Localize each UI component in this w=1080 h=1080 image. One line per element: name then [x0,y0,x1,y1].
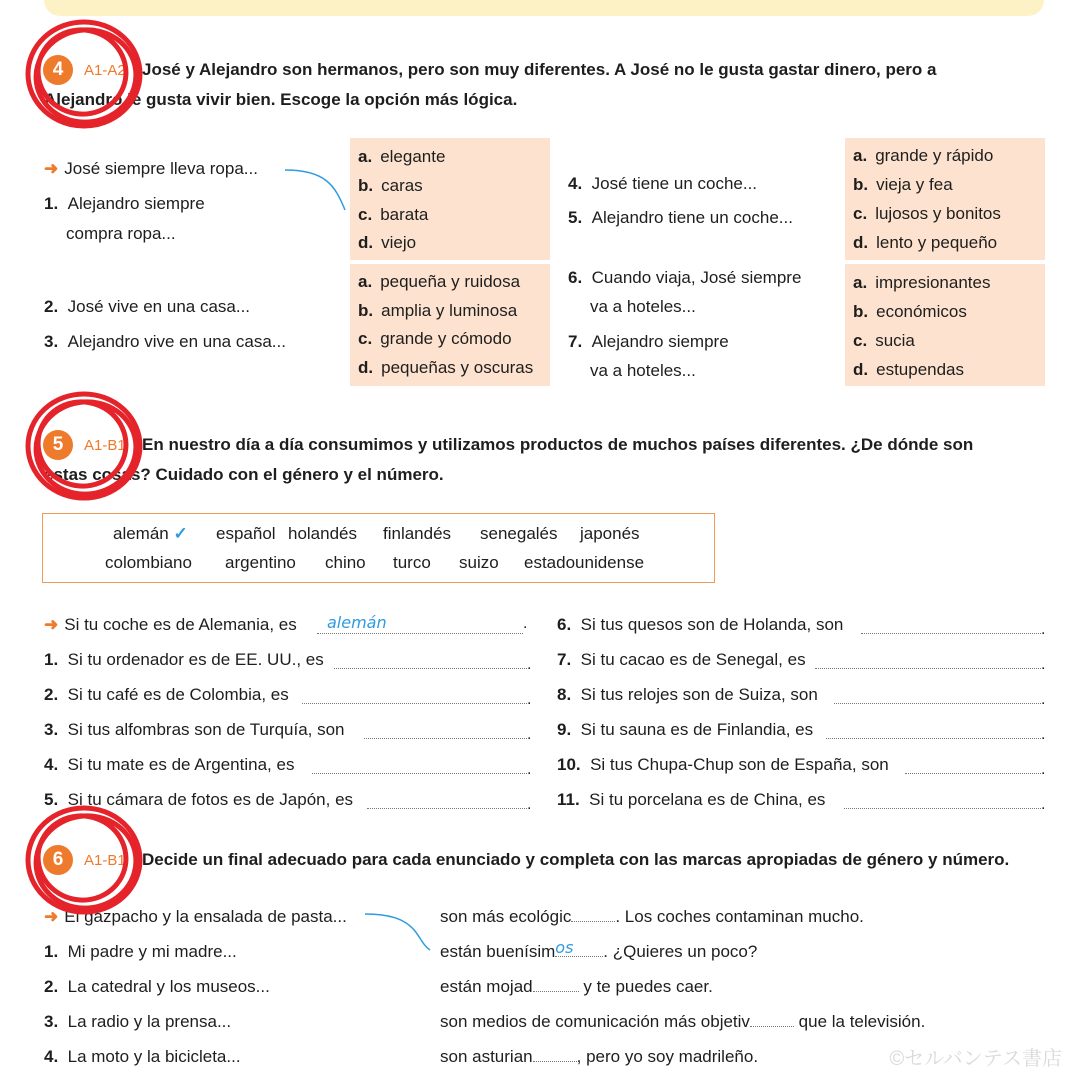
word-chino: chino [325,553,366,572]
exercise-5-instruction-line2: estas cosas? Cuidado con el género y el número. [44,465,444,484]
word-suizo: suizo [459,553,499,572]
example-handwritten-answer: alemán [327,613,387,632]
word-finlandes: finlandés [383,524,452,543]
option-a: a. pequeña y ruidosa [358,272,521,291]
answer-blank-7[interactable]: . [815,654,1045,674]
exercise-4-number: 4 [43,55,73,85]
exercise-5-item-2: 2. Si tu café es de Colombia, es [44,685,289,704]
options-box-3 [845,138,1045,260]
arrow-icon: ➜ [44,159,59,178]
word-holandes: holandés [288,524,358,543]
word-estadounidense: estadounidense [524,553,645,572]
exercise-4-item-1-cont: compra ropa... [66,224,176,243]
word-aleman: alemán ✓ [113,524,188,543]
exercise-4-item-7-cont: va a hoteles... [590,361,696,380]
exercise-4-item-7: 7. Alejandro siempre [568,332,729,351]
answer-blank-4[interactable]: . [312,759,531,779]
exercise-4-item-6-cont: va a hoteles... [590,297,696,316]
option-a: a. grande y rápido [853,146,994,165]
answer-blank-2[interactable]: . [302,689,531,709]
option-d: d. pequeñas y oscuras [358,358,534,377]
word-espanol: español [216,524,276,543]
exercise-5-item-4: 4. Si tu mate es de Argentina, es [44,755,295,774]
exercise-5-item-9: 9. Si tu sauna es de Finlandia, es [557,720,814,739]
option-c: c. lujosos y bonitos [853,204,1001,223]
word-argentino: argentino [225,553,296,572]
watermark: ©セルバンテス書店 [889,1048,1062,1070]
exercise-6-example: ➜ El gazpacho y la ensalada de pasta... [44,907,347,926]
exercise-6-number: 6 [43,845,73,875]
exercise-4-item-2: 2. José vive en una casa... [44,297,251,316]
word-japones: japonés [580,524,640,543]
answer-blank-11[interactable]: . [844,794,1045,814]
exercise-4-example-text: José siempre lleva ropa... [64,159,258,178]
exercise-4-instruction-line1: José y Alejandro son hermanos, pero son muy diferentes. A José no le gusta gastar dinero, pero a [142,60,937,79]
answer-blank-3[interactable]: . [364,724,531,744]
exercise-5-item-5: 5. Si tu cámara de fotos es de Japón, es [44,790,354,809]
option-b: b. económicos [853,302,967,321]
option-d: d. estupendas [853,360,965,379]
connector-line-ex6 [365,914,430,950]
exercise-6-item-4: 4. La moto y la bicicleta... [44,1047,241,1066]
arrow-icon: ➜ [44,615,59,634]
options-box-4 [845,264,1045,386]
exercise-4-item-5: 5. Alejandro tiene un coche... [568,208,793,227]
word-senegales: senegalés [480,524,558,543]
option-b: b. amplia y luminosa [358,301,518,320]
exercise-5-item-11: 11. Si tu porcelana es de China, es [557,790,826,809]
exercise-5-item-7: 7. Si tu cacao es de Senegal, es [557,650,806,669]
exercise-4-instruction-line2: Alejandro le gusta vivir bien. Escoge la opción más lógica. [44,90,518,109]
exercise-6-item-3: 3. La radio y la prensa... [44,1012,232,1031]
answer-blank-10[interactable]: . [905,759,1045,779]
exercise-5-level: A1-B1 [84,437,126,454]
option-b: b. caras [358,176,423,195]
ending-option-3: están mojad y te puedes caer. [440,977,713,996]
exercise-6-level: A1-B1 [84,852,126,869]
exercise-5-item-6: 6. Si tus quesos son de Holanda, son [557,615,844,634]
answer-blank-1[interactable]: . [334,654,531,674]
word-bank-box [42,513,715,583]
exercise-6-item-2: 2. La catedral y los museos... [44,977,270,996]
option-c: c. sucia [853,331,915,350]
option-d: d. lento y pequeño [853,233,998,252]
ending-option-2: están buenísim os . ¿Quieres un poco? [440,938,758,961]
answer-blank-9[interactable]: . [826,724,1045,744]
option-a: a. elegante [358,147,446,166]
ending-option-5: son asturian , pero yo soy madrileño. [440,1047,759,1066]
exercise-5-item-8: 8. Si tus relojes son de Suiza, son [557,685,818,704]
options-box-2 [350,264,550,386]
exercise-5-example: ➜ Si tu coche es de Alemania, es [44,615,297,634]
option-c: c. grande y cómodo [358,329,512,348]
exercise-4-level: A1-A2 [84,62,126,79]
ending-option-4: son medios de comunicación más objetiv que la televisión. [440,1012,926,1031]
exercise-4-item-3: 3. Alejandro vive en una casa... [44,332,286,351]
handwritten-ending: os [555,938,574,957]
answer-blank-6[interactable]: . [861,619,1045,639]
word-colombiano: colombiano [105,553,192,572]
exercise-4-example [44,159,258,179]
exercise-4-item-1-text: Alejandro siempre [67,194,205,213]
exercise-5-item-1: 1. Si tu ordenador es de EE. UU., es [44,650,324,669]
exercise-4-item-1: 1. Alejandro siempre [44,194,205,213]
arrow-icon: ➜ [44,907,59,926]
option-c: c. barata [358,205,429,224]
connector-line-ex4 [285,170,345,210]
option-d: d. viejo [358,233,417,252]
exercise-5-number: 5 [43,430,73,460]
options-box-1 [350,138,550,260]
word-turco: turco [393,553,431,572]
checkmark-icon: ✓ [173,524,188,543]
top-banner-band [44,0,1044,16]
exercise-6-item-1: 1. Mi padre y mi madre... [44,942,237,961]
option-b: b. vieja y fea [853,175,953,194]
option-a: a. impresionantes [853,273,991,292]
ending-option-1: son más ecológic . Los coches contaminan mucho. [440,907,864,926]
exercise-5-instruction-line1: En nuestro día a día consumimos y utilizamos productos de muchos países diferentes. ¿De dónde son [142,435,974,454]
exercise-5-item-3: 3. Si tus alfombras son de Turquía, son [44,720,345,739]
answer-blank-8[interactable]: . [834,689,1045,709]
exercise-5-item-10: 10. Si tus Chupa-Chup son de España, son [557,755,889,774]
answer-blank-5[interactable]: . [367,794,531,814]
exercise-4-item-6: 6. Cuando viaja, José siempre [568,268,802,287]
exercise-6-instruction: Decide un final adecuado para cada enunciado y completa con las marcas apropiadas de género y número. [142,850,1010,869]
exercise-4-item-4: 4. José tiene un coche... [568,174,758,193]
